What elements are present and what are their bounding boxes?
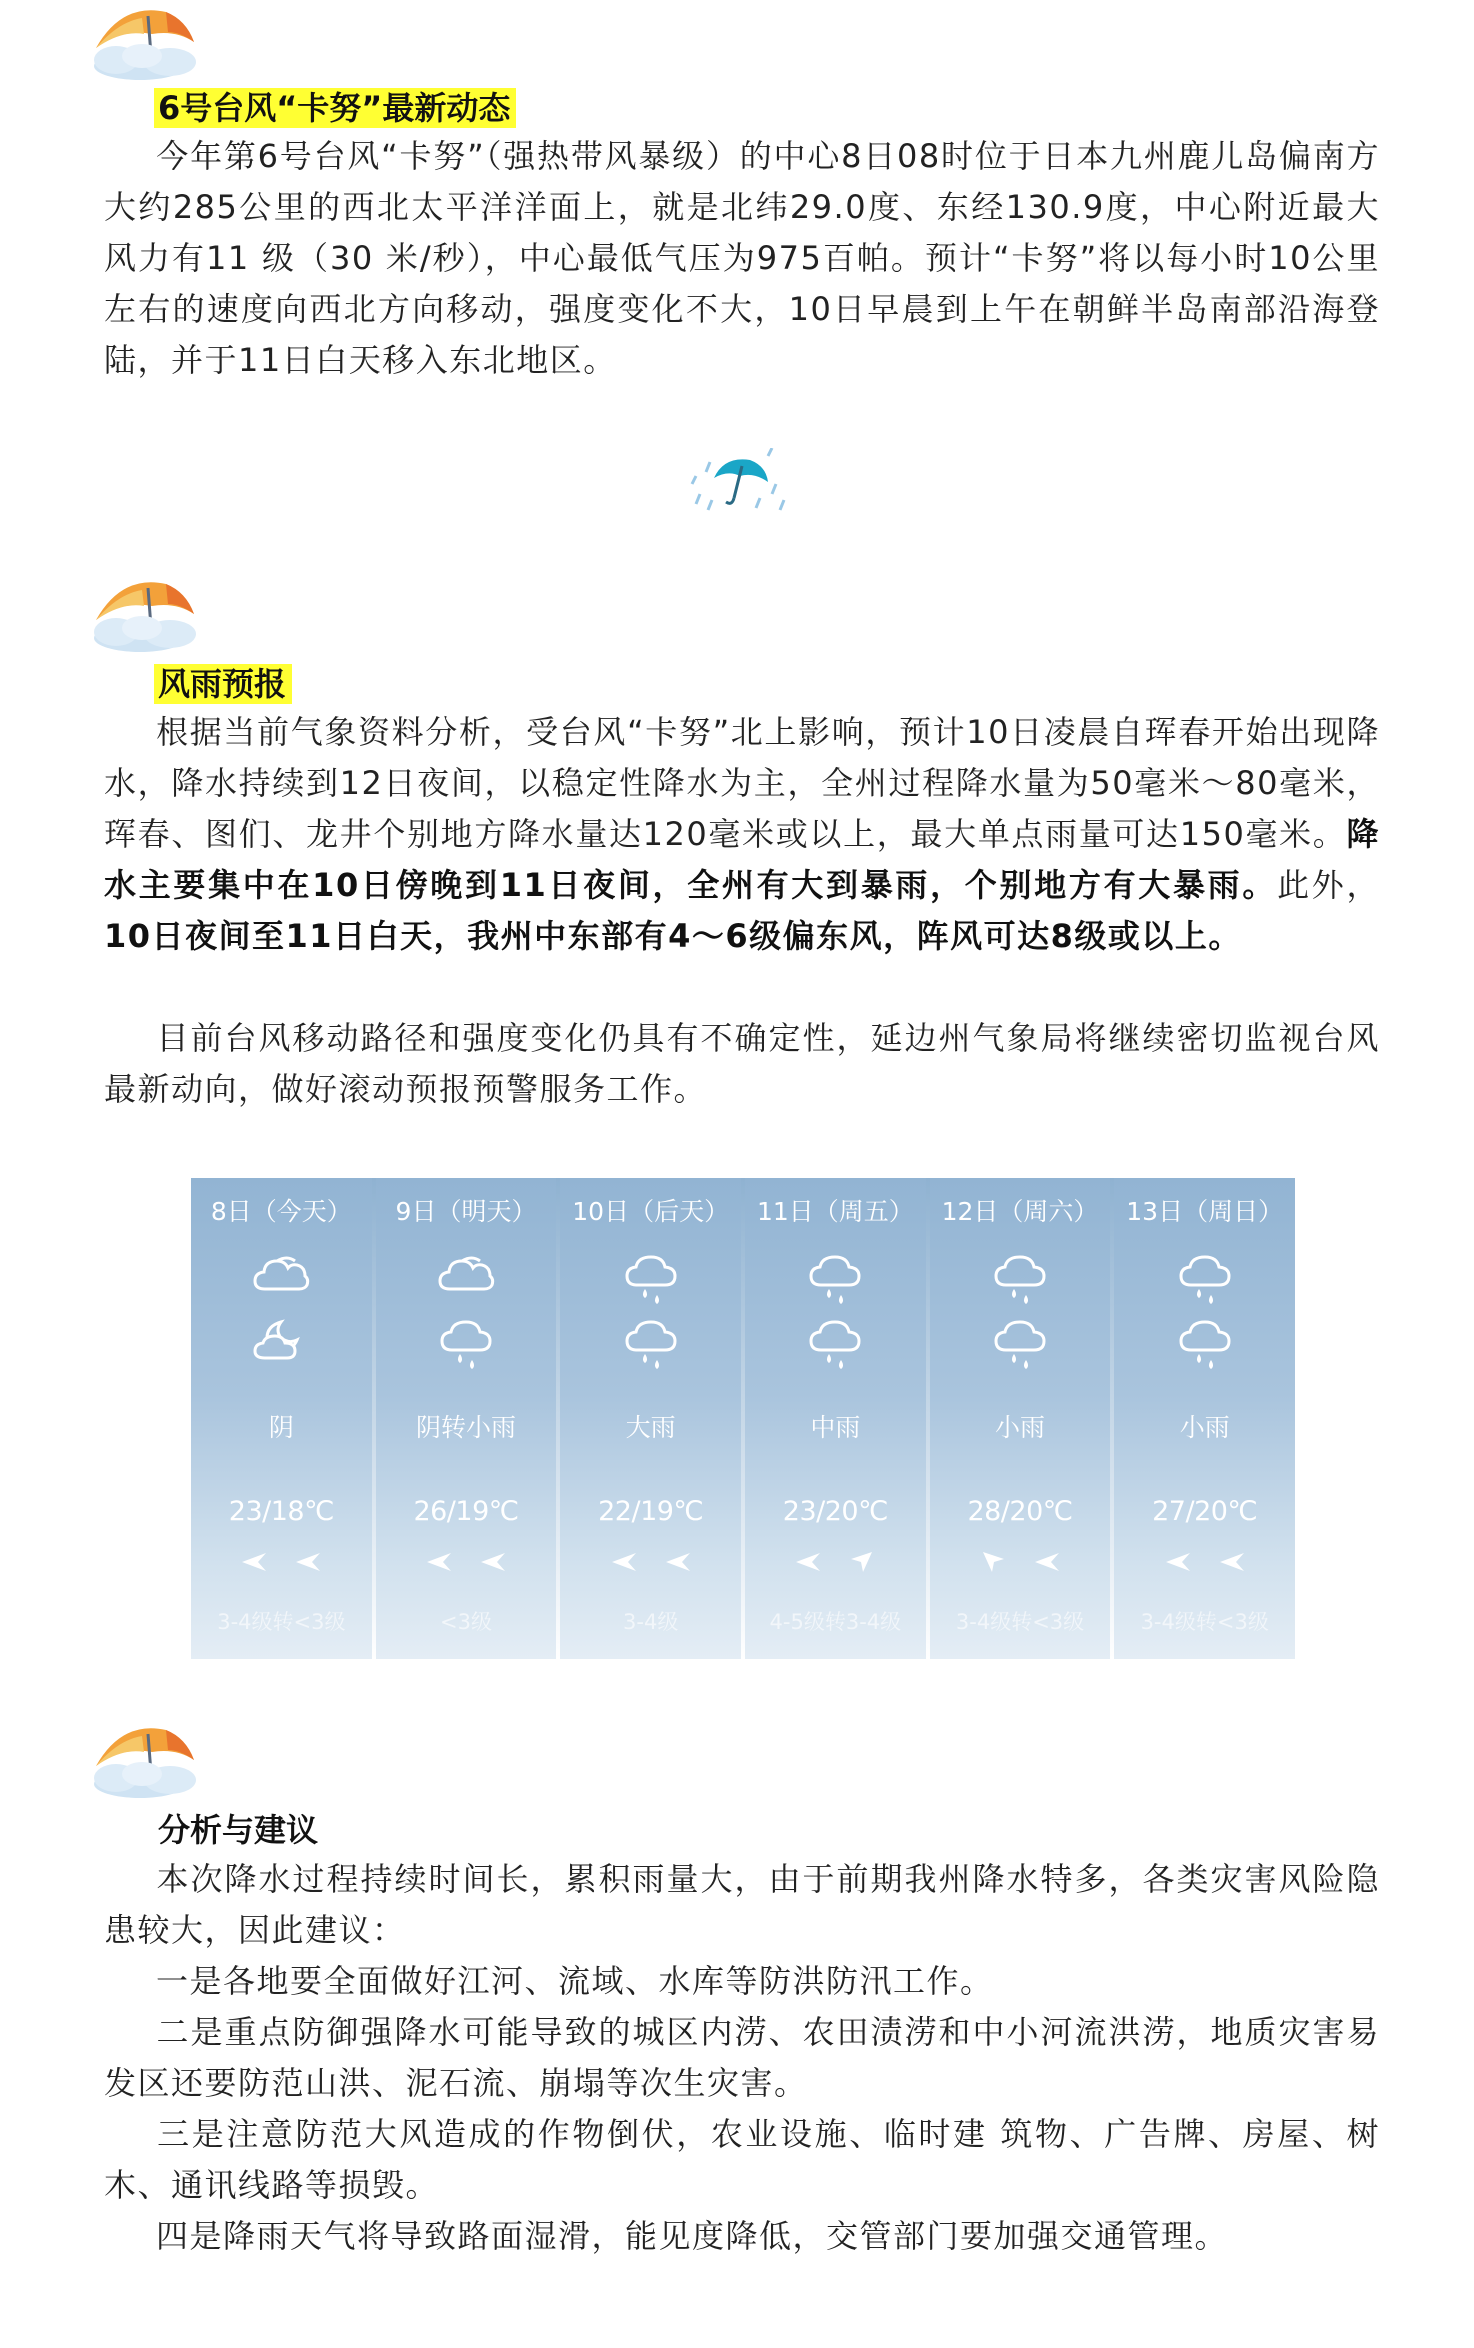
forecast-text-bold-1: 降水主要集中在10日傍晚到11日夜间，全州有大到暴雨，个别地方有大暴雨。 [104, 815, 1380, 904]
forecast-text-mid: 此外， [1277, 866, 1380, 904]
rain-icon [805, 1316, 865, 1376]
forecast-date: 12日（周六） [941, 1197, 1099, 1226]
advice-text: 二是重点防御强降水可能导致的城区内涝、农田渍涝和中小河流洪涝，地质灾害易发区还要防范山洪、泥石流、崩塌等次生灾害。 [104, 2013, 1380, 2102]
typhoon-paragraph [104, 131, 1380, 386]
section-title-advice: 分析与建议 [158, 1811, 319, 1849]
forecast-temperature: 22/19℃ [598, 1496, 704, 1527]
wind-arrow-up-right-icon [848, 1550, 876, 1578]
wind-arrow-left-icon [610, 1550, 638, 1578]
wind-arrow-left-icon [794, 1550, 822, 1578]
advice-text: 一是各地要全面做好江河、流域、水库等防洪防汛工作。 [156, 1962, 994, 2000]
cloud-icon [251, 1251, 311, 1299]
forecast-text-normal: 根据当前气象资料分析，受台风“卡努”北上影响，预计10日凌晨自珲春开始出现降水，降水持续到12日夜间，以稳定性降水为主，全州过程降水量为50毫米～80毫米，珲春、图们、龙井个别地方降水量达120毫米或以上，最大单点雨量可达150毫米。 [104, 713, 1380, 853]
wind-direction [560, 1550, 741, 1578]
section-title-forecast: 风雨预报 [154, 664, 292, 704]
forecast-day-0 [191, 1178, 372, 1659]
forecast-wind: 3-4级转<3级 [217, 1610, 346, 1634]
wind-direction [1114, 1550, 1295, 1578]
forecast-day-1 [376, 1178, 557, 1659]
typhoon-paragraph-text: 今年第6号台风“卡努”（强热带风暴级）的中心8日08时位于日本九州鹿儿岛偏南方大约285公里的西北太平洋洋面上，就是北纬29.0度、东经130.9度，中心附近最大风力有11 级（30 米/秒），中心最低气压为975百帕。预计“卡努”将以每小时10公里左右的速度向西北方向移动，强度变化不大，10日早晨到上午在朝鲜半岛南部沿海登陆，并于11日白天移入东北地区。 [104, 137, 1380, 379]
wind-arrow-left-icon [479, 1550, 507, 1578]
advice-paragraph-3 [104, 2109, 1380, 2211]
forecast-date: 10日（后天） [572, 1197, 730, 1226]
forecast-day-4 [930, 1178, 1111, 1659]
rain-icon [990, 1251, 1050, 1311]
forecast-day-3 [745, 1178, 926, 1659]
forecast-condition: 阴转小雨 [416, 1413, 517, 1442]
wind-arrow-left-icon [1033, 1550, 1061, 1578]
wind-arrow-left-icon [425, 1550, 453, 1578]
wind-arrow-left-icon [240, 1550, 268, 1578]
section-title-typhoon: 6号台风“卡努”最新动态 [154, 88, 516, 128]
advice-text: 四是降雨天气将导致路面湿滑，能见度降低，交管部门要加强交通管理。 [156, 2217, 1229, 2255]
forecast-condition: 小雨 [1179, 1413, 1230, 1442]
rain-icon [1175, 1316, 1235, 1376]
forecast-date: 13日（周日） [1126, 1197, 1284, 1226]
forecast-condition: 中雨 [810, 1413, 861, 1442]
wind-direction [930, 1550, 1111, 1578]
wind-direction [745, 1550, 926, 1578]
uncertainty-paragraph [104, 1013, 1380, 1115]
forecast-date: 11日（周五） [756, 1197, 914, 1226]
cloud-icon [436, 1251, 496, 1299]
umbrella-cloud-icon [82, 580, 212, 658]
forecast-condition: 阴 [268, 1413, 294, 1442]
rain-icon [436, 1316, 496, 1376]
forecast-temperature: 23/18℃ [228, 1496, 334, 1527]
umbrella-rain-icon [684, 448, 794, 514]
forecast-wind: 3-4级转<3级 [1140, 1610, 1269, 1634]
forecast-wind: 3-4级 [623, 1610, 679, 1634]
forecast-temperature: 27/20℃ [1152, 1496, 1258, 1527]
weather-forecast-panel [191, 1178, 1295, 1659]
advice-text: 本次降水过程持续时间长，累积雨量大，由于前期我州降水特多，各类灾害风险隐患较大，因此建议： [104, 1860, 1380, 1949]
wind-direction [376, 1550, 557, 1578]
rain-icon [621, 1316, 681, 1376]
forecast-temperature: 23/20℃ [782, 1496, 888, 1527]
wind-arrow-left-icon [664, 1550, 692, 1578]
forecast-condition: 大雨 [625, 1413, 676, 1442]
rain-icon [621, 1251, 681, 1311]
partly-cloudy-night-icon [251, 1316, 311, 1368]
forecast-date: 8日（今天） [210, 1197, 352, 1226]
umbrella-cloud-icon [82, 8, 212, 86]
forecast-date: 9日（明天） [395, 1197, 537, 1226]
rain-icon [1175, 1251, 1235, 1311]
advice-paragraph-0 [104, 1854, 1380, 1956]
forecast-temperature: 26/19℃ [413, 1496, 519, 1527]
advice-paragraph-2 [104, 2007, 1380, 2109]
forecast-wind: 3-4级转<3级 [955, 1610, 1085, 1634]
advice-paragraph-4 [104, 2211, 1380, 2262]
forecast-day-5 [1114, 1178, 1295, 1659]
forecast-text-bold-2: 10日夜间至11日白天，我州中东部有4～6级偏东风，阵风可达8级或以上。 [104, 917, 1242, 955]
umbrella-cloud-icon [82, 1726, 212, 1804]
wind-arrow-up-left-icon [979, 1550, 1007, 1578]
forecast-condition: 小雨 [995, 1413, 1046, 1442]
rain-icon [805, 1251, 865, 1311]
forecast-day-2 [560, 1178, 741, 1659]
uncertainty-text: 目前台风移动路径和强度变化仍具有不确定性，延边州气象局将继续密切监视台风最新动向，做好滚动预报预警服务工作。 [104, 1019, 1380, 1108]
forecast-wind: 4-5级转3-4级 [769, 1610, 902, 1634]
wind-direction [191, 1550, 372, 1578]
rain-icon [990, 1316, 1050, 1376]
forecast-paragraph [104, 707, 1380, 962]
wind-arrow-left-icon [1218, 1550, 1246, 1578]
wind-arrow-left-icon [294, 1550, 322, 1578]
forecast-temperature: 28/20℃ [967, 1496, 1073, 1527]
wind-arrow-left-icon [1164, 1550, 1192, 1578]
advice-paragraph-1 [104, 1956, 1380, 2007]
forecast-wind: <3级 [440, 1610, 492, 1634]
advice-text: 三是注意防范大风造成的作物倒伏，农业设施、临时建 筑物、广告牌、房屋、树木、通讯线路等损毁。 [104, 2115, 1380, 2204]
